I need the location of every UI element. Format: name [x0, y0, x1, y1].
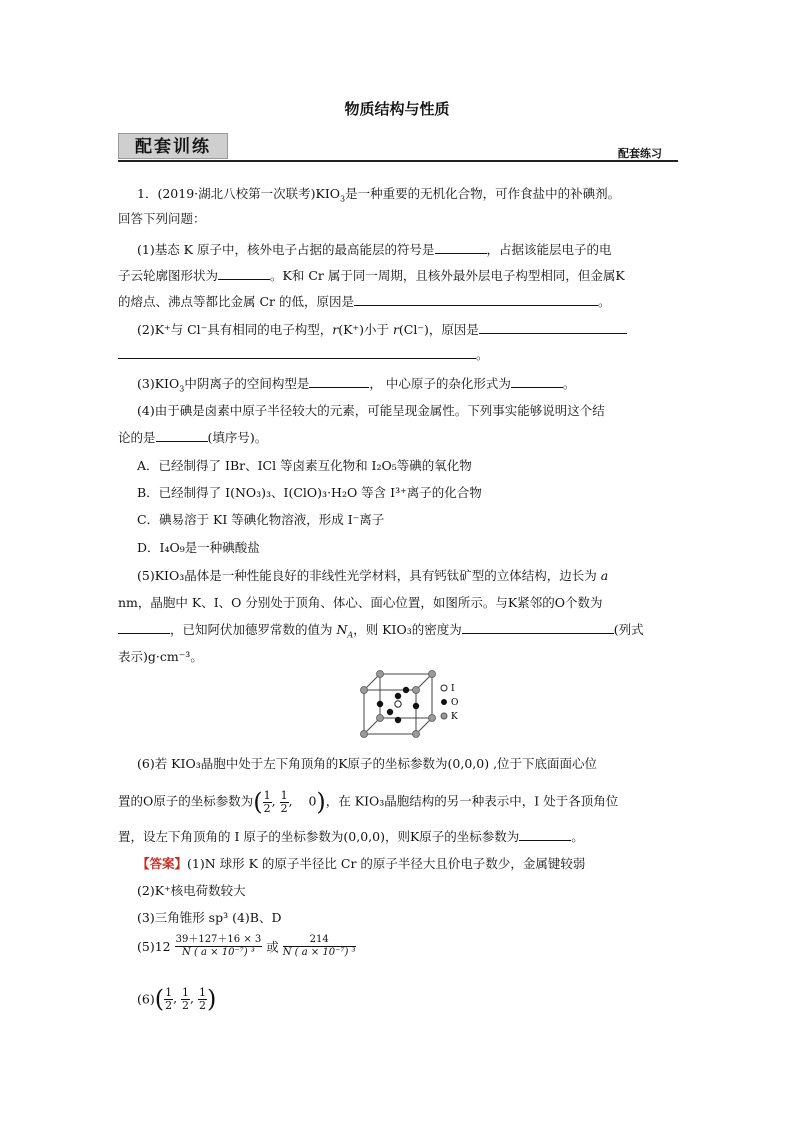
- part6-line1: (6)若 KIO₃晶胞中处于左下角顶角的K原子的坐标参数为(0,0,0) ,位于下底面面心位: [137, 756, 598, 771]
- part5-line4: 表示)g·cm⁻³。: [118, 649, 203, 664]
- answer-blank[interactable]: [118, 622, 170, 634]
- part3: $(3)KIO_3$中阴离子的空间构型是 ， 中心原子的杂化形式为 。: [137, 376, 576, 394]
- part2-line1: (2)K⁺与 Cl⁻具有相同的电子构型，r(K⁺)小于 r(Cl⁻)，原因是: [137, 320, 627, 338]
- answer-blank[interactable]: [519, 829, 571, 841]
- header-rule: [118, 160, 678, 162]
- answer-blank[interactable]: [435, 242, 487, 254]
- option-b: B．已经制得了 I(NO₃)₃、I(ClO)₃·H₂O 等含 I³⁺离子的化合物: [137, 485, 482, 500]
- part4-line1: (4)由于碘是卤素中原子半径较大的元素，可能呈现金属性。下列事实能够说明这个结: [137, 403, 605, 418]
- part1-line1: (1)基态 K 原子中，核外电子占据的最高能层的符号是 ，占据该能层电子的电: [137, 242, 612, 257]
- part5-line2: nm，晶胞中 K、I、O 分别处于顶角、体心、面心位置，如图所示。与K紧邻的O个数为: [118, 595, 603, 610]
- question-intro: 回答下列问题：: [118, 211, 206, 226]
- answer-blank[interactable]: [156, 430, 208, 442]
- option-a: A．已经制得了 IBr、ICl 等卤素互化物和 I₂O₅等碘的氧化物: [137, 458, 472, 473]
- page-title: 物质结构与性质: [344, 100, 450, 118]
- answer-line3: (3)三角锥形 sp³ (4)B、D: [137, 910, 282, 925]
- answer-line6: (6)( $\frac{1}{2}$ , $\frac{1}{2}$ , $\frac{1}{2}$ ): [137, 985, 217, 1013]
- answer-blank[interactable]: [118, 347, 476, 359]
- crystal-cell-figure: [358, 668, 468, 740]
- answer-blank[interactable]: [462, 622, 614, 634]
- answer-blank[interactable]: [479, 322, 627, 334]
- answer-label: 【答案】: [137, 856, 188, 871]
- part6-line3: 置，设左下角顶角的 I 原子的坐标参数为(0,0,0)，则K原子的坐标参数为 。: [118, 829, 584, 844]
- legend-i-label: I: [451, 684, 455, 694]
- question-header: 1．(2019·湖北八校第一次联考)$KIO_3$是一种重要的无机化合物，可作食盐中的补碘剂。: [137, 186, 621, 204]
- answer-blank[interactable]: [354, 294, 598, 306]
- answer-blank[interactable]: [511, 376, 563, 388]
- section-banner: 配套训练: [118, 133, 228, 159]
- legend-o-label: O: [451, 698, 459, 708]
- option-c: C．碘易溶于 KI 等碘化物溶液，形成 I⁻离子: [137, 512, 385, 527]
- part1-line3: 的熔点、沸点等都比金属 Cr 的低，原因是 。: [118, 294, 611, 309]
- option-d: D．I₄O₉是一种碘酸盐: [137, 540, 260, 555]
- part5-line1: (5)KIO₃晶体是一种性能良好的非线性光学材料，具有钙钛矿型的立体结构，边长为 a: [137, 568, 609, 583]
- answer-line5: (5)12 $\frac{39+127+16 \times 3}{\text{N ( a × 10⁻⁷) ³}}$ 或 $\frac{214}{\text{N ( a × 10⁻⁷) ³}}$: [137, 934, 356, 958]
- answer-line2: (2)K⁺核电荷数较大: [137, 883, 246, 898]
- answer-blank[interactable]: [309, 376, 369, 388]
- part4-line2: 论的是 (填序号)。: [118, 430, 268, 445]
- part5-line3: ，已知阿伏加德罗常数的值为 $N_A$，则 KIO₃的密度为 (列式: [118, 620, 644, 640]
- part2-line2: 。: [118, 345, 489, 363]
- part6-line2: 置的O原子的坐标参数为( $\frac{1}{2}$ , $\frac{1}{2}$ , 0)，在 KIO₃晶胞结构的另一种表示中，I 处于各顶角位: [118, 788, 619, 816]
- legend-k-label: K: [451, 712, 458, 722]
- answer-line1: 【答案】(1)N 球形 K 的原子半径比 Cr 的原子半径大且价电子数少，金属键较弱: [137, 856, 586, 871]
- answer-blank[interactable]: [218, 268, 270, 280]
- section-tag: 配套练习: [618, 147, 662, 160]
- part1-line2: 子云轮廓图形状为 。K和 Cr 属于同一周期，且核外最外层电子构型相同，但金属K: [118, 268, 625, 283]
